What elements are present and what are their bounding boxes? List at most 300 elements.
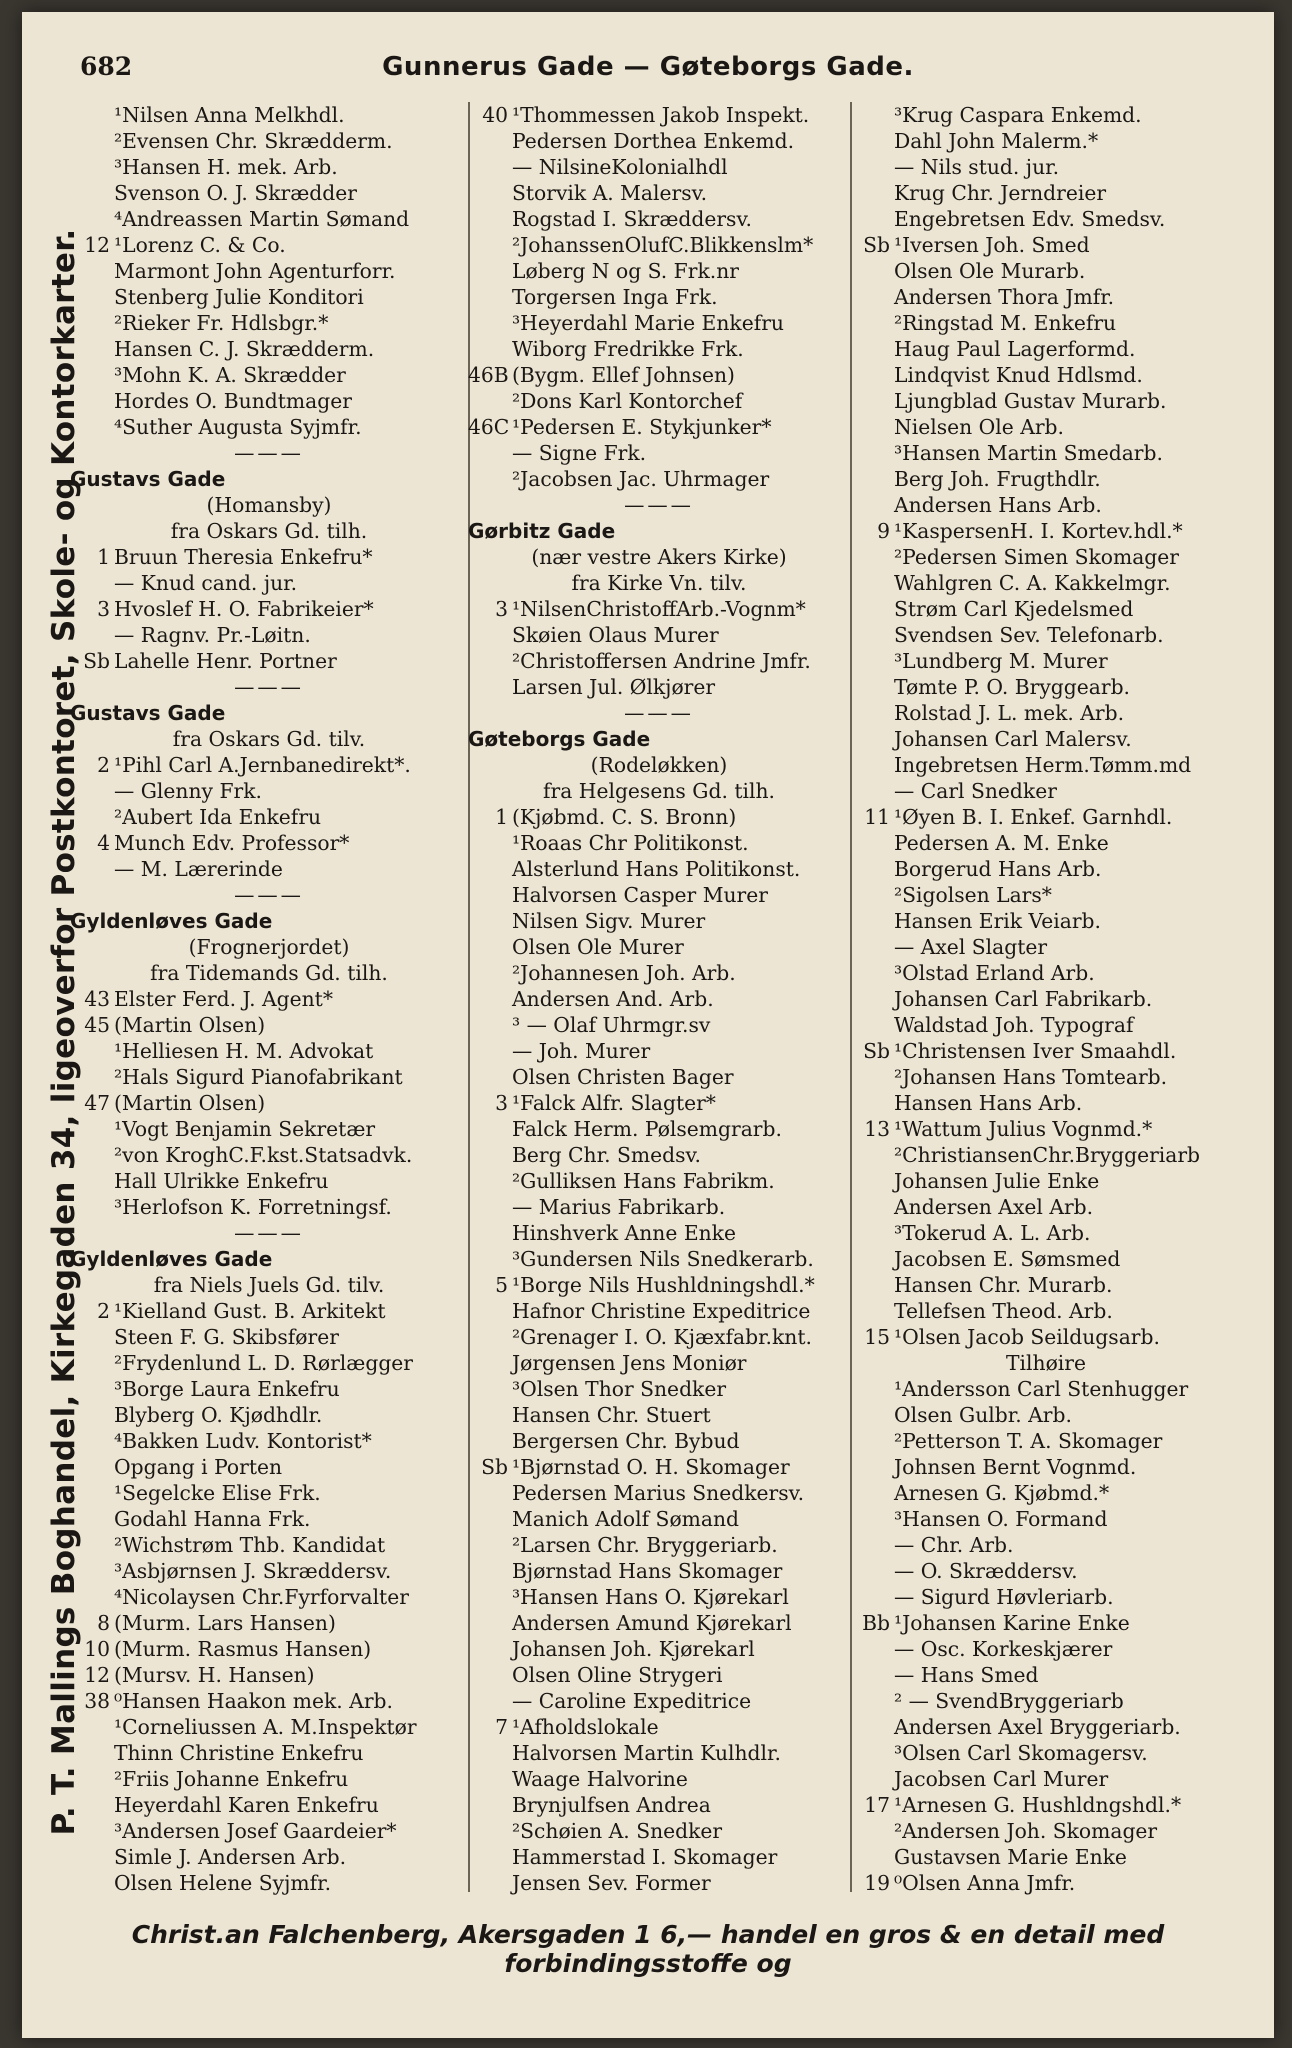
directory-entry [70,1194,468,1220]
directory-entry [850,1740,1242,1766]
resident-text: Hordes O. Bundtmager [114,389,352,413]
resident-text: ²Petterson T. A. Skomager [894,1429,1163,1453]
resident-text: ³Lundberg M. Murer [894,649,1108,673]
resident-text: Tømte P. O. Bryggearb. [894,675,1130,699]
house-number: 1 [495,805,508,829]
directory-entry [70,596,468,622]
directory-entry [850,1168,1242,1194]
directory-entry [850,1688,1242,1714]
directory-entry [850,700,1242,726]
resident-text: ²Christoffersen Andrine Jmfr. [512,649,811,673]
street-note [850,1350,1242,1376]
resident-text: Jørgensen Jens Moniør [512,1351,747,1375]
directory-entry [468,1454,850,1480]
directory-entry [468,1558,850,1584]
resident-text: Olsen Gulbr. Arb. [894,1403,1072,1427]
directory-entry [850,986,1242,1012]
resident-text: Jacobsen E. Sømsmed [894,1247,1121,1271]
street-note-text: (Frognerjordet) [188,935,350,959]
house-number: 10 [84,1637,110,1661]
directory-entry [850,856,1242,882]
street-heading [468,726,850,752]
directory-entry [850,206,1242,232]
directory-entry [70,1792,468,1818]
directory-entry [850,674,1242,700]
directory-entry [468,1350,850,1376]
resident-text: Stenberg Julie Konditori [114,285,364,309]
resident-text: Alsterlund Hans Politikonst. [512,857,801,881]
directory-entry [850,960,1242,986]
directory-entry [850,544,1242,570]
resident-text: Dahl John Malerm.* [894,129,1099,153]
resident-text: Olsen Christen Bager [512,1065,734,1089]
resident-text: ³ — Olaf Uhrmgr.sv [512,1013,711,1037]
resident-text: ¹Afholdslokale [512,1715,659,1739]
page-title: Gunnerus Gade — Gøteborgs Gade. [382,52,914,82]
resident-text: — Carl Snedker [894,779,1057,803]
directory-entry [850,752,1242,778]
directory-entry [850,1480,1242,1506]
resident-text: Pedersen A. M. Enke [894,831,1109,855]
resident-text: Andersen Amund Kjørekarl [512,1611,792,1635]
directory-entry [70,986,468,1012]
resident-text: Elster Ferd. J. Agent* [114,987,333,1011]
house-number: 43 [84,987,110,1011]
house-number: 2 [97,753,110,777]
resident-text: ³Olstad Erland Arb. [894,961,1095,985]
resident-text: (Mursv. H. Hansen) [114,1663,315,1687]
directory-entry [70,1090,468,1116]
resident-text: ²Dons Karl Kontorchef [512,389,743,413]
directory-entry [850,1064,1242,1090]
resident-text: Steen F. G. Skibsfører [114,1325,339,1349]
directory-entry [468,1636,850,1662]
directory-entry [70,622,468,648]
resident-text: Svenson O. J. Skrædder [114,181,357,205]
directory-entry [468,882,850,908]
resident-text: — Chr. Arb. [894,1533,1014,1557]
house-number: 40 [482,103,508,127]
resident-text: ²Jacobsen Jac. Uhrmager [512,467,770,491]
resident-text: Strøm Carl Kjedelsmed [894,597,1134,621]
resident-text: ³Olsen Carl Skomagersv. [894,1741,1148,1765]
directory-entry [468,1584,850,1610]
directory-entry [850,1116,1242,1142]
resident-text: ³Andersen Josef Gaardeier* [114,1819,397,1843]
directory-entry [850,1870,1242,1896]
resident-text: ²Frydenlund L. D. Rørlægger [114,1351,413,1375]
directory-entry [850,1220,1242,1246]
directory-entry [850,492,1242,518]
resident-text: Johnsen Bernt Vognmd. [894,1455,1137,1479]
section-divider [468,492,850,518]
resident-text: Hinshverk Anne Enke [512,1221,736,1245]
resident-text: Heyerdahl Karen Enkefru [114,1793,379,1817]
section-divider-text: ——— [234,1221,304,1245]
directory-entry [468,1506,850,1532]
directory-entry [850,804,1242,830]
resident-text: ¹Helliesen H. M. Advokat [114,1039,374,1063]
resident-text: Olsen Ole Murer [512,935,684,959]
resident-text: ³Asbjørnsen J. Skræddersv. [114,1559,392,1583]
directory-entry [468,1064,850,1090]
directory-entry [468,1246,850,1272]
resident-text: — Marius Fabrikarb. [512,1195,726,1219]
resident-text: ¹Corneliussen A. M.Inspektør [114,1715,417,1739]
resident-text: ² — SvendBryggeriarb [894,1689,1124,1713]
directory-entry [468,1610,850,1636]
directory-entry [70,1610,468,1636]
directory-entry [850,1454,1242,1480]
directory-entry [850,154,1242,180]
house-number: 38 [84,1689,110,1713]
resident-text: ²Aubert Ida Enkefru [114,805,322,829]
street-note [70,960,468,986]
directory-entry [850,388,1242,414]
resident-text: Arnesen G. Kjøbmd.* [894,1481,1110,1505]
resident-text: Bergersen Chr. Bybud [512,1429,740,1453]
resident-text: Berg Joh. Frugthdlr. [894,467,1101,491]
directory-entry [468,258,850,284]
street-note-text: (Rodeløkken) [590,753,728,777]
resident-text: Hansen Chr. Murarb. [894,1273,1113,1297]
resident-text: Andersen Axel Bryggeriarb. [894,1715,1181,1739]
directory-entry [468,1038,850,1064]
directory-entry [850,726,1242,752]
street-heading-text: Gøteborgs Gade [468,727,651,751]
directory-entry [468,154,850,180]
house-number: 46C [468,415,510,439]
resident-text: Rogstad I. Skræddersv. [512,207,752,231]
directory-entry [850,570,1242,596]
directory-entry [468,908,850,934]
directory-entry [468,1792,850,1818]
street-note [468,752,850,778]
resident-text: Falck Herm. Pølsemgrarb. [512,1117,782,1141]
directory-entry [850,882,1242,908]
directory-entry [70,1142,468,1168]
resident-text: Halvorsen Martin Kulhdlr. [512,1741,781,1765]
directory-entry [70,258,468,284]
resident-text: (Martin Olsen) [114,1013,266,1037]
house-number: 19 [864,1871,890,1895]
resident-text: Jacobsen Carl Murer [894,1767,1109,1791]
directory-entry [850,1428,1242,1454]
house-number: 11 [864,805,890,829]
directory-entry [70,648,468,674]
directory-entry [468,362,850,388]
resident-text: ³Borge Laura Enkefru [114,1377,340,1401]
directory-entry [468,934,850,960]
directory-entry [468,102,850,128]
resident-text: Borgerud Hans Arb. [894,857,1102,881]
directory-entry [468,1818,850,1844]
resident-text: ³Herlofson K. Forretningsf. [114,1195,392,1219]
resident-text: Brynjulfsen Andrea [512,1793,711,1817]
directory-entry [70,1714,468,1740]
directory-entry [70,830,468,856]
resident-text: ¹Andersson Carl Stenhugger [894,1377,1189,1401]
directory-entry [70,752,468,778]
resident-text: Torgersen Inga Frk. [512,285,718,309]
directory-entry [468,1428,850,1454]
house-number: Bb [862,1611,890,1635]
directory-entry [468,1194,850,1220]
directory-entry [70,1454,468,1480]
resident-text: Godahl Hanna Frk. [114,1507,311,1531]
resident-text: Hansen Chr. Stuert [512,1403,711,1427]
directory-entry [468,1090,850,1116]
resident-text: Blyberg O. Kjødhdlr. [114,1403,323,1427]
resident-text: Olsen Helene Syjmfr. [114,1871,332,1895]
directory-entry [70,804,468,830]
directory-entry [468,1532,850,1558]
directory-entry [850,180,1242,206]
directory-entry [70,1038,468,1064]
resident-text: Andersen And. Arb. [512,987,714,1011]
resident-text: (Kjøbmd. C. S. Bronn) [512,805,737,829]
resident-text: Ljungblad Gustav Murarb. [894,389,1167,413]
resident-text: ³Hansen H. mek. Arb. [114,155,338,179]
side-advertisement-text: P. T. Mallings Boghandel, Kirkegaden 34, ligeoverfor Postkontoret, Skole- og Kontorkarter. [46,228,82,1836]
directory-entry [850,1012,1242,1038]
resident-text: ²Schøien A. Snedker [512,1819,723,1843]
house-number: 1 [97,545,110,569]
street-note-text: fra Kirke Vn. tilv. [571,571,747,595]
section-divider [70,674,468,700]
resident-text: — Osc. Korkeskjærer [894,1637,1113,1661]
directory-entry [70,1064,468,1090]
resident-text: ²Rieker Fr. Hdlsbgr.* [114,311,329,335]
street-note [70,1272,468,1298]
directory-entry [468,284,850,310]
resident-text: ¹Vogt Benjamin Sekretær [114,1117,376,1141]
resident-text: ²Andersen Joh. Skomager [894,1819,1158,1843]
resident-text: Andersen Thora Jmfr. [894,285,1115,309]
directory-entry [70,1584,468,1610]
resident-text: ¹NilsenChristoffArb.-Vognm* [512,597,806,621]
resident-text: Nilsen Sigv. Murer [512,909,706,933]
directory-entry [850,1636,1242,1662]
section-divider-text: ——— [234,675,304,699]
house-number: 12 [84,1663,110,1687]
resident-text: Hansen Erik Veiarb. [894,909,1101,933]
resident-text: Halvorsen Casper Murer [512,883,768,907]
directory-entry [468,1740,850,1766]
street-heading [70,700,468,726]
house-number: 45 [84,1013,110,1037]
house-number: 4 [97,831,110,855]
directory-entry [468,1298,850,1324]
directory-entry [70,1428,468,1454]
directory-entry [70,1402,468,1428]
resident-text: Olsen Oline Strygeri [512,1663,723,1687]
resident-text: ¹Falck Alfr. Slagter* [512,1091,716,1115]
resident-text: ¹Segelcke Elise Frk. [114,1481,321,1505]
directory-entry [468,466,850,492]
resident-text: — M. Lærerinde [114,857,283,881]
resident-text: Hafnor Christine Expeditrice [512,1299,811,1323]
page-number: 682 [80,52,133,81]
resident-text: — O. Skræddersv. [894,1559,1078,1583]
directory-entry [850,830,1242,856]
directory-entry [468,622,850,648]
directory-entry [70,232,468,258]
resident-text: ¹Pihl Carl A.Jernbanedirekt*. [114,753,411,777]
directory-entry [850,622,1242,648]
directory-entry [850,596,1242,622]
resident-text: ¹KaspersenH. I. Kortev.hdl.* [894,519,1183,543]
resident-text: (Murm. Rasmus Hansen) [114,1637,372,1661]
directory-entry [70,1766,468,1792]
resident-text: — Nils stud. jur. [894,155,1060,179]
house-number: 3 [495,597,508,621]
resident-text: (Murm. Lars Hansen) [114,1611,336,1635]
resident-text: ²Grenager I. O. Kjæxfabr.knt. [512,1325,812,1349]
resident-text: (Bygm. Ellef Johnsen) [512,363,735,387]
street-note-text: fra Niels Juels Gd. tilv. [153,1273,385,1297]
directory-entry [850,518,1242,544]
directory-entry [850,1038,1242,1064]
resident-text: Bjørnstad Hans Skomager [512,1559,783,1583]
resident-text: Wahlgren C. A. Kakkelmgr. [894,571,1171,595]
resident-text: ²Gulliksen Hans Fabrikm. [512,1169,775,1193]
street-note-text: fra Tidemands Gd. tilh. [150,961,388,985]
directory-entry [850,1766,1242,1792]
resident-text: ²Wichstrøm Thb. Kandidat [114,1533,386,1557]
directory-entry [850,128,1242,154]
resident-text: ⁴Suther Augusta Syjmfr. [114,415,362,439]
section-divider-text: ——— [624,493,694,517]
directory-entry [468,336,850,362]
directory-entry [850,1662,1242,1688]
directory-entry [70,1870,468,1896]
directory-entry [468,674,850,700]
directory-entry [468,388,850,414]
directory-entry [850,1558,1242,1584]
directory-entry [850,1142,1242,1168]
directory-entry [70,1818,468,1844]
resident-text: Hansen Hans Arb. [894,1091,1083,1115]
house-number: 9 [877,519,890,543]
directory-entry [850,310,1242,336]
resident-text: ³Olsen Thor Snedker [512,1377,727,1401]
resident-text: ¹Kielland Gust. B. Arkitekt [114,1299,386,1323]
resident-text: ¹Pedersen E. Stykjunker* [512,415,772,439]
section-divider [70,1220,468,1246]
directory-entry [70,1012,468,1038]
directory-entry [468,986,850,1012]
street-heading [468,518,850,544]
directory-entry [850,934,1242,960]
resident-text: Munch Edv. Professor* [114,831,350,855]
directory-entry [850,1610,1242,1636]
directory-entry [468,856,850,882]
resident-text: ²Ringstad M. Enkefru [894,311,1117,335]
resident-text: ²Hals Sigurd Pianofabrikant [114,1065,403,1089]
resident-text: — Glenny Frk. [114,779,262,803]
house-number: 3 [495,1091,508,1115]
resident-text: ¹Arnesen G. Hushldngshdl.* [894,1793,1182,1817]
resident-text: Lindqvist Knud Hdlsmd. [894,363,1143,387]
resident-text: — NilsineKolonialhdl [512,155,728,179]
directory-entry [70,1558,468,1584]
directory-entry [850,1298,1242,1324]
directory-entry [468,414,850,440]
directory-column-2 [468,102,850,1896]
directory-entry [468,310,850,336]
resident-text: Johansen Julie Enke [894,1169,1100,1193]
directory-entry [850,336,1242,362]
directory-entry [70,1506,468,1532]
resident-text: Tellefsen Theod. Arb. [894,1299,1113,1323]
directory-entry [70,1168,468,1194]
resident-text: Haug Paul Lagerformd. [894,337,1136,361]
directory-entry [70,570,468,596]
directory-entry [850,1402,1242,1428]
resident-text: Hammerstad I. Skomager [512,1845,778,1869]
resident-text: ¹Bjørnstad O. H. Skomager [512,1455,790,1479]
resident-text: ¹Wattum Julius Vognmd.* [894,1117,1153,1141]
house-number: Sb [863,233,890,257]
resident-text: ³Heyerdahl Marie Enkefru [512,311,784,335]
resident-text: ³Hansen O. Formand [894,1507,1108,1531]
resident-text: — Ragnv. Pr.-Løitn. [114,623,311,647]
directory-entry [468,1012,850,1038]
house-number: 47 [84,1091,110,1115]
resident-text: ¹Johansen Karine Enke [894,1611,1130,1635]
directory-entry [468,1142,850,1168]
resident-text: Marmont John Agenturforr. [114,259,396,283]
resident-text: Jensen Sev. Former [512,1871,711,1895]
section-divider-text: ——— [234,441,304,465]
directory-entry [70,1298,468,1324]
section-divider [468,700,850,726]
street-note [468,778,850,804]
section-divider [70,882,468,908]
house-number: 13 [864,1117,890,1141]
house-number: Sb [83,649,110,673]
resident-text: Krug Chr. Jerndreier [894,181,1107,205]
resident-text: ³Gundersen Nils Snedkerarb. [512,1247,814,1271]
directory-entry [70,362,468,388]
resident-text: Pedersen Dorthea Enkemd. [512,129,795,153]
resident-text: — Signe Frk. [512,441,647,465]
resident-text: ²ChristiansenChr.Bryggeriarb [894,1143,1201,1167]
street-note-text: fra Oskars Gd. tilh. [170,519,368,543]
street-note [70,726,468,752]
resident-text: ¹Roaas Chr Politikonst. [512,831,749,855]
directory-entry [70,414,468,440]
directory-entry [468,960,850,986]
directory-entry [468,596,850,622]
resident-text: Johansen Joh. Kjørekarl [512,1637,755,1661]
directory-entry [850,232,1242,258]
street-note [468,544,850,570]
directory-entry [850,284,1242,310]
directory-entry [850,362,1242,388]
resident-text: Storvik A. Malersv. [512,181,708,205]
section-divider-text: ——— [624,701,694,725]
resident-text: Ingebretsen Herm.Tømm.md [894,753,1192,777]
street-note-text: (Homansby) [206,493,332,517]
resident-text: Gustavsen Marie Enke [894,1845,1127,1869]
resident-text: Olsen Ole Murarb. [894,259,1086,283]
resident-text: Nielsen Ole Arb. [894,415,1064,439]
directory-entry [70,1688,468,1714]
house-number: 46B [468,363,509,387]
directory-entry [70,856,468,882]
